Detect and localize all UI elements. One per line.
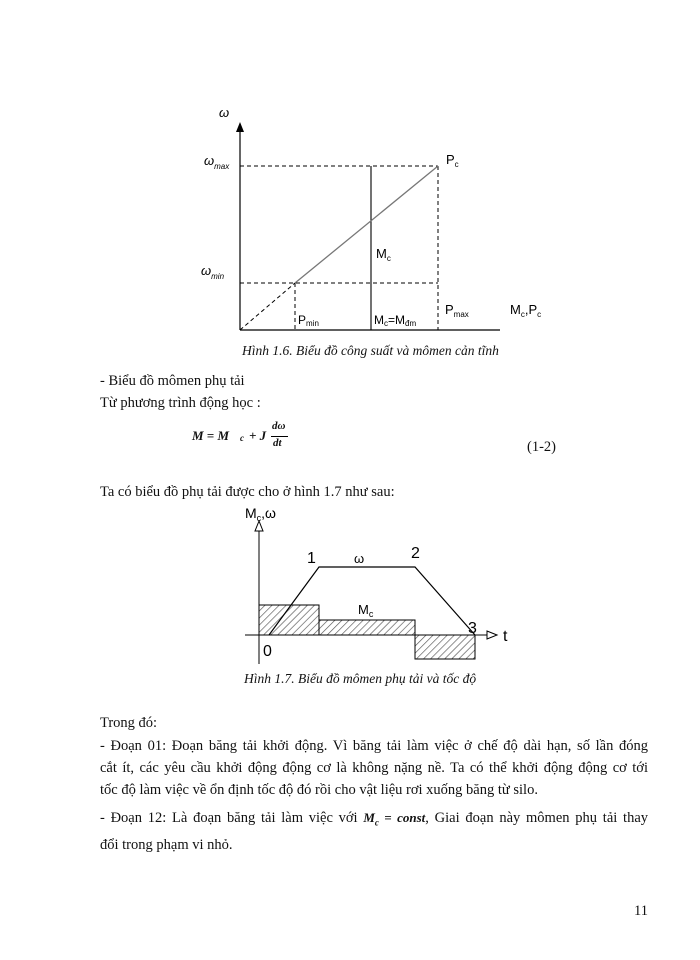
p2-line-1: - Đoạn 12: Là đoạn băng tải làm việc với $M_c$ = const, Giai đoạn này mômen phụ tải thay: [100, 810, 649, 828]
p2-line-2: đổi trong phạm vi nhỏ.: [100, 836, 233, 853]
fig1-mc-label: $M_c$: [376, 246, 391, 263]
fig1-y-arrow: [236, 122, 244, 132]
eq-plus: + J: [249, 428, 267, 443]
eq-denominator: dt: [273, 437, 282, 449]
fig2-mc-block-23: [415, 635, 475, 659]
fig1-pmax-label: $P_{max}$: [445, 302, 469, 319]
fig1-pc-label: $P_c$: [446, 152, 459, 169]
eq-numerator: dω: [272, 420, 286, 432]
figure-1-7: [0, 490, 700, 670]
paragraph-doan-12: [100, 807, 648, 856]
p2-inline-eq: $M_c$ = const: [363, 810, 426, 828]
fig2-mc-label: $M_c$: [358, 602, 374, 619]
fig1-pmin-label: Pmin: [298, 313, 319, 328]
fig2-point-2: 2: [411, 545, 420, 562]
eq-sub: c: [240, 433, 244, 443]
p1-line-2: cắt ít, các yêu cầu khởi động động cơ là không nặng nề. Ta có thể khởi động động cơ tới: [100, 760, 648, 776]
fig1-pc-line: [295, 166, 438, 283]
equation-number: (1-2): [527, 439, 556, 455]
fig2-point-3: 3: [468, 620, 477, 637]
trong-do: Trong đó:: [100, 715, 158, 731]
fig1-omega-axis-label: ω: [219, 105, 230, 120]
figure-1-7-caption: Hình 1.7. Biểu đồ mômen phụ tải và tốc độ: [244, 671, 477, 686]
fig2-y-axis-label: $M_c,\omega$: [245, 505, 276, 523]
page-number: 11: [634, 903, 648, 919]
figure-1-6: [0, 0, 700, 370]
fig2-t-arrow: [487, 631, 497, 639]
paragraph-doan-01: [100, 735, 648, 801]
fig1-pc-line-dashed: [240, 283, 295, 330]
eq-lhs: M = M: [192, 428, 230, 443]
fig2-point-1: 1: [307, 550, 316, 567]
fig2-mc-block-12: [319, 620, 415, 635]
fig2-t-label: t: [503, 628, 508, 645]
fig1-omega-max-label: $\omega_{max}$: [204, 153, 230, 171]
figure-intro: Ta có biểu đồ phụ tải được cho ở hình 1.7 như sau:: [100, 484, 395, 500]
bullet-heading: - Biểu đồ mômen phụ tải: [100, 373, 245, 389]
p1-line-3: tốc độ làm việc về ổn định tốc độ đó rồi cho vật liệu rơi xuống băng từ silo.: [100, 782, 538, 798]
fig1-omega-min-label: $\omega_{min}$: [201, 263, 225, 281]
fig1-mc-mdm-label: Mc=Mđm: [374, 313, 417, 328]
fig2-mc-block-01: [259, 605, 319, 635]
figure-1-6-caption: Hình 1.6. Biểu đồ công suất và mômen cản tĩnh: [242, 343, 499, 358]
p1-line-1: - Đoạn 01: Đoạn băng tải khởi động. Vì băng tải làm việc ở chế độ dài hạn, số lần đóng: [100, 738, 648, 754]
intro-line: Từ phương trình động học :: [100, 395, 261, 411]
fig2-point-0: 0: [263, 643, 272, 660]
fig2-omega-label: ω: [354, 551, 365, 566]
fig1-x-axis-label: $M_c,P_c$: [510, 302, 542, 319]
